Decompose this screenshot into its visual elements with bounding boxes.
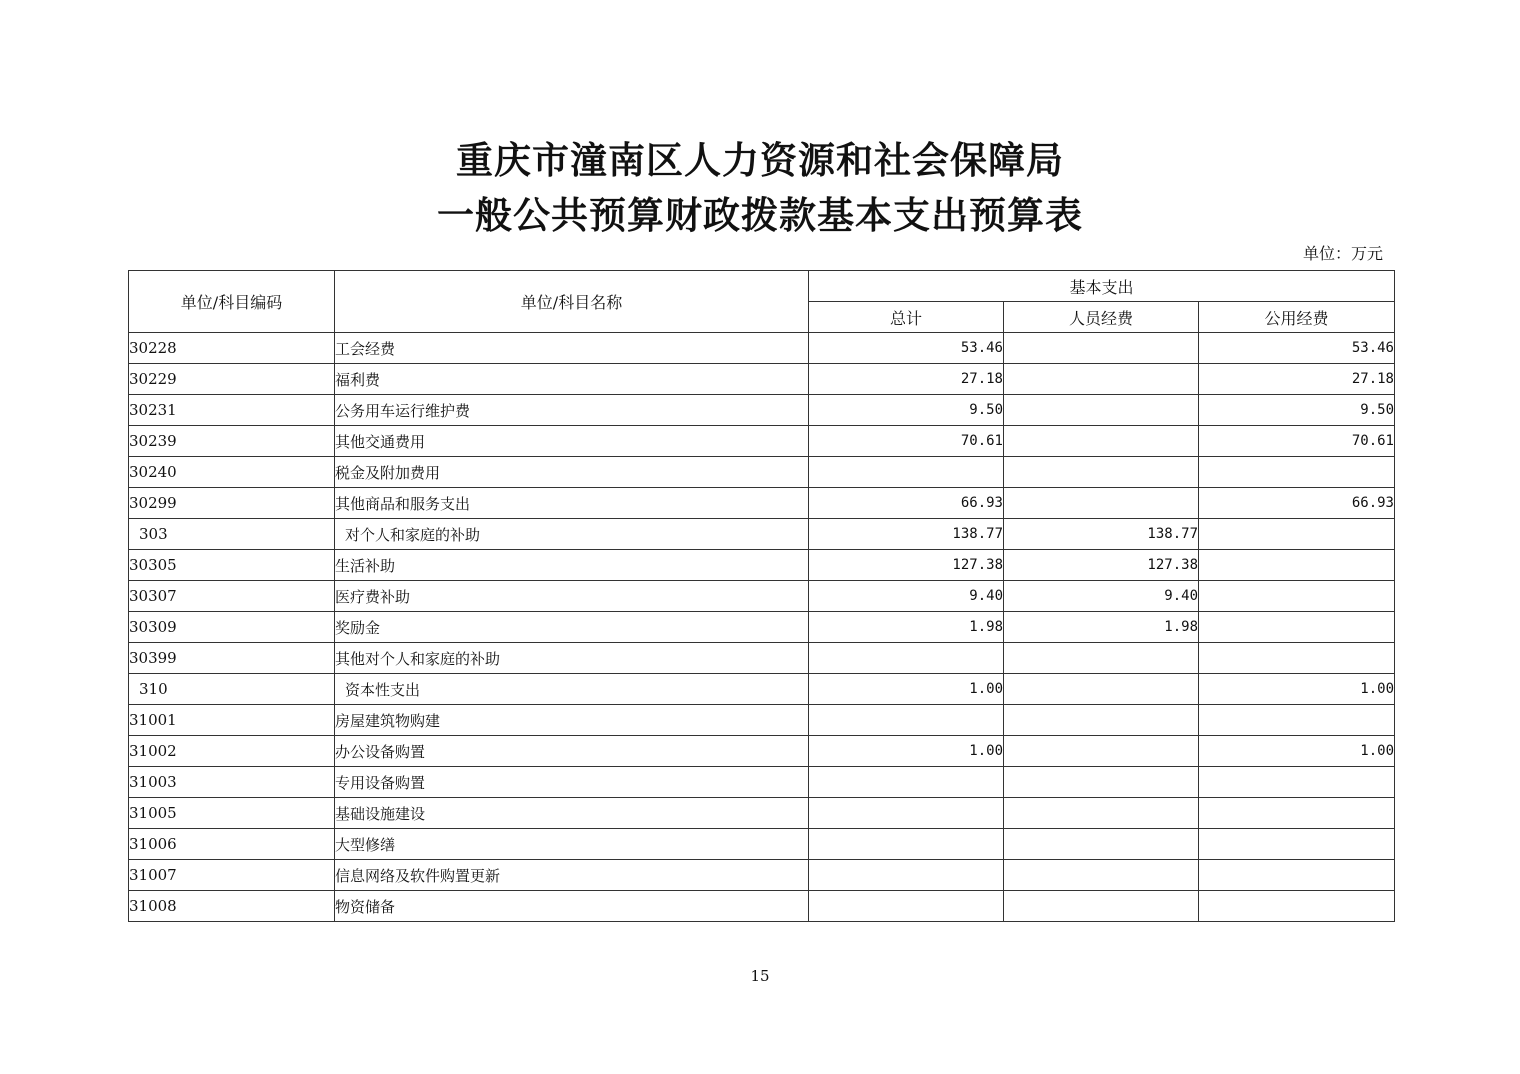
cell-name: 公务用车运行维护费 xyxy=(335,395,809,426)
table-row xyxy=(129,736,1395,767)
budget-table xyxy=(128,270,1395,922)
cell-code: 30305 xyxy=(129,550,335,581)
cell-code: 30229 xyxy=(129,364,335,395)
cell-public: 1.00 xyxy=(1199,736,1395,767)
cell-name: 专用设备购置 xyxy=(335,767,809,798)
cell-name: 福利费 xyxy=(335,364,809,395)
header-total: 总计 xyxy=(809,302,1004,333)
cell-code: 31001 xyxy=(129,705,335,736)
table-row xyxy=(129,364,1395,395)
cell-public: 66.93 xyxy=(1199,488,1395,519)
table-header xyxy=(129,271,1395,333)
cell-code: 303 xyxy=(129,519,335,550)
cell-code: 31007 xyxy=(129,860,335,891)
cell-total xyxy=(809,860,1004,891)
cell-public: 9.50 xyxy=(1199,395,1395,426)
cell-code: 31005 xyxy=(129,798,335,829)
cell-code: 30231 xyxy=(129,395,335,426)
cell-total xyxy=(809,767,1004,798)
cell-name: 其他商品和服务支出 xyxy=(335,488,809,519)
cell-total: 9.50 xyxy=(809,395,1004,426)
cell-total: 66.93 xyxy=(809,488,1004,519)
cell-public xyxy=(1199,612,1395,643)
header-name: 单位/科目名称 xyxy=(335,271,809,333)
table-row xyxy=(129,519,1395,550)
cell-name: 对个人和家庭的补助 xyxy=(335,519,809,550)
cell-name: 房屋建筑物购建 xyxy=(335,705,809,736)
cell-public xyxy=(1199,891,1395,922)
table-body xyxy=(129,333,1395,922)
cell-total: 53.46 xyxy=(809,333,1004,364)
cell-personnel xyxy=(1004,860,1199,891)
cell-code: 31008 xyxy=(129,891,335,922)
cell-personnel xyxy=(1004,705,1199,736)
cell-name: 税金及附加费用 xyxy=(335,457,809,488)
table-row xyxy=(129,426,1395,457)
cell-public xyxy=(1199,519,1395,550)
cell-personnel xyxy=(1004,736,1199,767)
cell-code: 30240 xyxy=(129,457,335,488)
page-number: 15 xyxy=(750,967,770,985)
cell-name: 医疗费补助 xyxy=(335,581,809,612)
cell-name: 资本性支出 xyxy=(335,674,809,705)
cell-personnel xyxy=(1004,488,1199,519)
cell-total: 1.98 xyxy=(809,612,1004,643)
cell-public xyxy=(1199,798,1395,829)
table-row xyxy=(129,581,1395,612)
cell-public xyxy=(1199,550,1395,581)
table-row xyxy=(129,395,1395,426)
cell-code: 310 xyxy=(129,674,335,705)
table-row xyxy=(129,612,1395,643)
table-row xyxy=(129,488,1395,519)
table-row xyxy=(129,705,1395,736)
cell-code: 30228 xyxy=(129,333,335,364)
header-public: 公用经费 xyxy=(1199,302,1395,333)
cell-code: 31006 xyxy=(129,829,335,860)
cell-total: 1.00 xyxy=(809,674,1004,705)
cell-personnel xyxy=(1004,457,1199,488)
cell-name: 物资储备 xyxy=(335,891,809,922)
cell-code: 30309 xyxy=(129,612,335,643)
document-title-line1: 重庆市潼南区人力资源和社会保障局 xyxy=(456,138,1064,182)
cell-name: 办公设备购置 xyxy=(335,736,809,767)
cell-total xyxy=(809,457,1004,488)
cell-code: 30239 xyxy=(129,426,335,457)
cell-total: 27.18 xyxy=(809,364,1004,395)
cell-code: 30399 xyxy=(129,643,335,674)
cell-public xyxy=(1199,705,1395,736)
cell-total xyxy=(809,829,1004,860)
table-row xyxy=(129,643,1395,674)
cell-personnel xyxy=(1004,798,1199,829)
table-row xyxy=(129,550,1395,581)
cell-name: 信息网络及软件购置更新 xyxy=(335,860,809,891)
cell-total: 70.61 xyxy=(809,426,1004,457)
cell-name: 大型修缮 xyxy=(335,829,809,860)
header-code: 单位/科目编码 xyxy=(129,271,335,333)
cell-total xyxy=(809,891,1004,922)
table-row xyxy=(129,829,1395,860)
cell-public: 53.46 xyxy=(1199,333,1395,364)
cell-personnel: 1.98 xyxy=(1004,612,1199,643)
cell-personnel: 127.38 xyxy=(1004,550,1199,581)
cell-public xyxy=(1199,829,1395,860)
cell-public xyxy=(1199,457,1395,488)
document-title-line2: 一般公共预算财政拨款基本支出预算表 xyxy=(437,193,1083,237)
cell-total xyxy=(809,643,1004,674)
cell-code: 31002 xyxy=(129,736,335,767)
table-row xyxy=(129,798,1395,829)
cell-code: 31003 xyxy=(129,767,335,798)
cell-name: 其他交通费用 xyxy=(335,426,809,457)
cell-public xyxy=(1199,767,1395,798)
cell-personnel: 9.40 xyxy=(1004,581,1199,612)
cell-public: 27.18 xyxy=(1199,364,1395,395)
cell-code: 30307 xyxy=(129,581,335,612)
cell-personnel xyxy=(1004,426,1199,457)
cell-personnel xyxy=(1004,891,1199,922)
table-row xyxy=(129,767,1395,798)
cell-personnel xyxy=(1004,364,1199,395)
cell-public xyxy=(1199,643,1395,674)
cell-name: 工会经费 xyxy=(335,333,809,364)
cell-public xyxy=(1199,860,1395,891)
cell-total: 1.00 xyxy=(809,736,1004,767)
cell-code: 30299 xyxy=(129,488,335,519)
cell-total xyxy=(809,798,1004,829)
cell-personnel xyxy=(1004,395,1199,426)
cell-total: 9.40 xyxy=(809,581,1004,612)
cell-total: 138.77 xyxy=(809,519,1004,550)
cell-personnel xyxy=(1004,829,1199,860)
cell-total xyxy=(809,705,1004,736)
cell-name: 基础设施建设 xyxy=(335,798,809,829)
table-row xyxy=(129,333,1395,364)
table-row xyxy=(129,860,1395,891)
table-row xyxy=(129,457,1395,488)
cell-personnel: 138.77 xyxy=(1004,519,1199,550)
cell-public xyxy=(1199,581,1395,612)
cell-personnel xyxy=(1004,767,1199,798)
cell-name: 生活补助 xyxy=(335,550,809,581)
header-basic-expenditure: 基本支出 xyxy=(809,271,1395,302)
cell-personnel xyxy=(1004,333,1199,364)
unit-label: 单位：万元 xyxy=(1302,244,1383,263)
table-row xyxy=(129,674,1395,705)
table-row xyxy=(129,891,1395,922)
cell-total: 127.38 xyxy=(809,550,1004,581)
header-personnel: 人员经费 xyxy=(1004,302,1199,333)
cell-name: 奖励金 xyxy=(335,612,809,643)
cell-public: 1.00 xyxy=(1199,674,1395,705)
cell-personnel xyxy=(1004,643,1199,674)
cell-public: 70.61 xyxy=(1199,426,1395,457)
cell-personnel xyxy=(1004,674,1199,705)
cell-name: 其他对个人和家庭的补助 xyxy=(335,643,809,674)
